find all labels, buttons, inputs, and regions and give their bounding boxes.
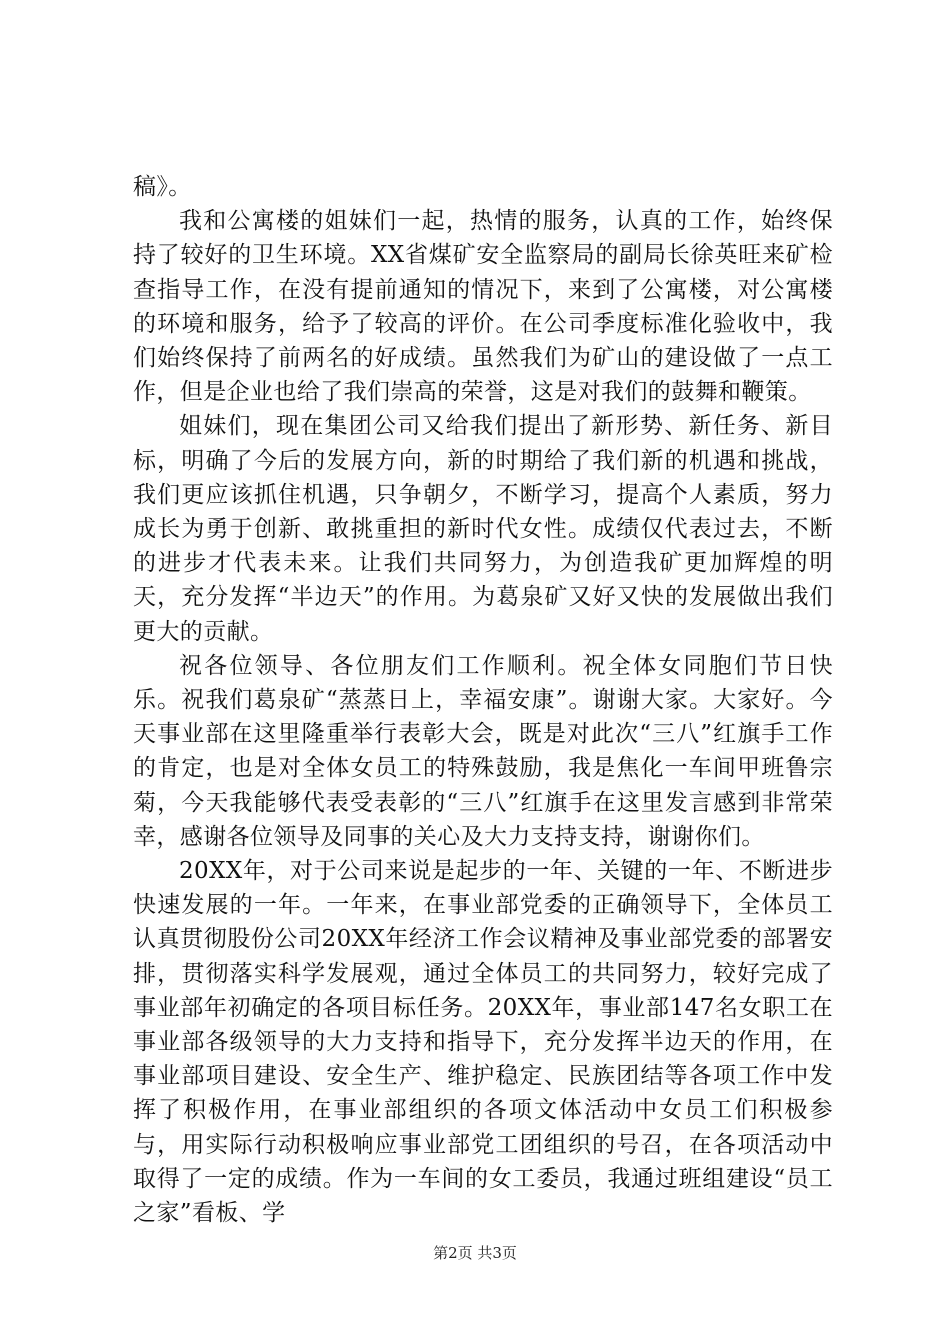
- paragraph-sisters-call: 姐妹们，现在集团公司又给我们提出了新形势、新任务、新目标，明确了今后的发展方向，新的时期给了我们新的机遇和挑战，我们更应该抓住机遇，只争朝夕，不断学习，提高个人素质，努力成长为勇于创新、敢挑重担的新时代女性。成绩仅代表过去，不断的进步才代表未来。让我们共同努力，为创造我矿更加辉煌的明天，充分发挥“半边天”的作用。为葛泉矿又好又快的发展做出我们更大的贡献。: [133, 413, 833, 645]
- page-footer: 第2页 共3页: [433, 1244, 517, 1262]
- document-body: [133, 170, 833, 1230]
- paragraph-year-review: 20XX年，对于公司来说是起步的一年、关键的一年、不断进步快速发展的一年。一年来，在事业部党委的正确领导下，全体员工认真贯彻股份公司20XX年经济工作会议精神及事业部党委的部署安排，贯彻落实科学发展观，通过全体员工的共同努力，较好完成了事业部年初确定的各项目标任务。20XX年，事业部147名女职工在事业部各级领导的大力支持和指导下，充分发挥半边天的作用，在事业部项目建设、安全生产、维护稳定、民族团结等各项工作中发挥了积极作用，在事业部组织的各项文体活动中女员工们积极参与，用实际行动积极响应事业部党工团组织的号召，在各项活动中取得了一定的成绩。作为一车间的女工委员，我通过班组建设“员工之家”看板、学: [133, 858, 833, 1227]
- paragraph-wishes: 祝各位领导、各位朋友们工作顺利。祝全体女同胞们节日快乐。祝我们葛泉矿“蒸蒸日上，幸福安康”。谢谢大家。大家好。今天事业部在这里隆重举行表彰大会，既是对此次“三八”红旗手工作的肯定，也是对全体女员工的特殊鼓励，我是焦化一车间甲班鲁宗菊，今天我能够代表受表彰的“三八”红旗手在这里发言感到非常荣幸，感谢各位领导及同事的关心及大力支持支持，谢谢你们。: [133, 652, 833, 850]
- paragraph-continuation: 稿》。: [133, 174, 192, 200]
- paragraph-apartment-work: 我和公寓楼的姐妹们一起，热情的服务，认真的工作，始终保持了较好的卫生环境。XX省煤矿安全监察局的副局长徐英旺来矿检查指导工作，在没有提前通知的情况下，来到了公寓楼，对公寓楼的环境和服务，给予了较高的评价。在公司季度标准化验收中，我们始终保持了前两名的好成绩。虽然我们为矿山的建设做了一点工作，但是企业也给了我们崇高的荣誉，这是对我们的鼓舞和鞭策。: [133, 208, 833, 406]
